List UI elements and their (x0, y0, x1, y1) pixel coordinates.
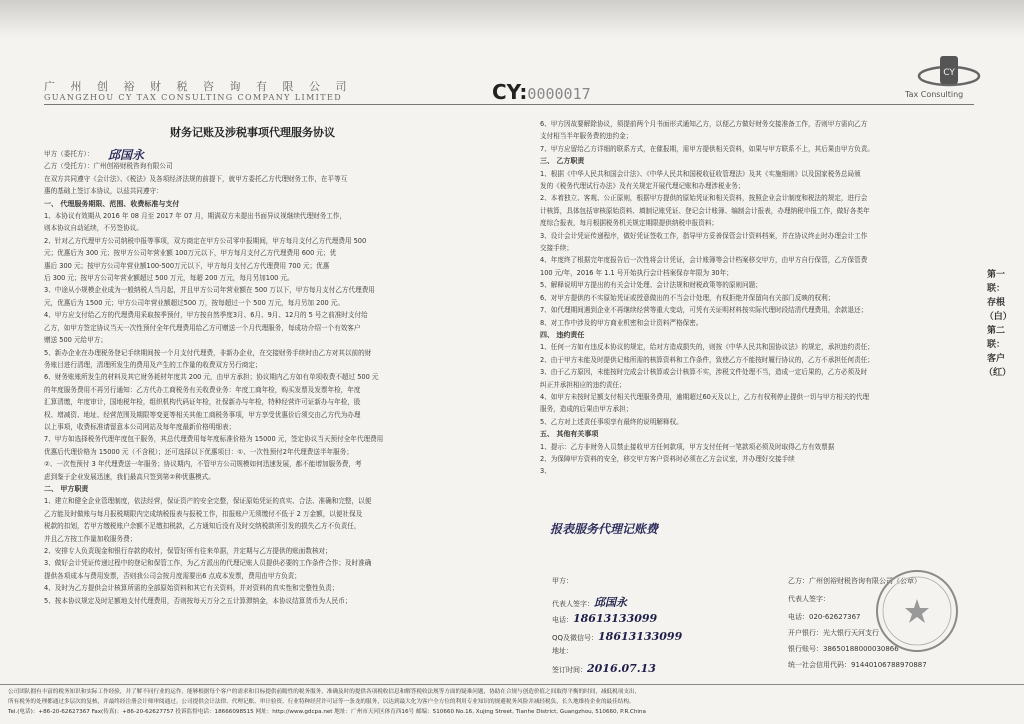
party-b-label: 乙方：广州创裕财税咨询有限公司（公章） (788, 577, 921, 585)
left-line: 乙方能及时做账与每月报税期限内完成纳税报表与报税工作，扣报账户无须缴付不低于 2 万金额，以便社保及 (44, 509, 363, 518)
right-line: 计核算，具体包括审核原始资料、填制记账凭证、登记会计账簿、编制会计报表，办理纳税申报工作，做好各类年 (540, 206, 870, 215)
left-line: 则本协议自动延续，不另签协议。 (44, 224, 143, 233)
left-line: 的年度服务费用不再另行通知：乙方代办工商税务有关收费业务：年度工商年检，购买发票及发票年检，年度 (44, 385, 361, 394)
left-line: 赠送 500 元给甲方； (44, 336, 107, 345)
left-line: 税款的扣划，若甲方缴税账户余额不足缴扣税款，乙方通知后没有及时交纳税款所引发的损失乙方不负责任， (44, 522, 361, 531)
header-divider (44, 104, 974, 105)
left-line: 乙方，如甲方签定协议当天一次性预付全年代理费用给乙方可赠送一个月代理服务，每成功介绍一个有效客户 (44, 323, 361, 332)
left-line: 惠的基础上签订本协议，以兹共同遵守： (44, 187, 163, 196)
copy-label: 第一联：存根（白）第二联：客户（红） (984, 270, 1012, 378)
left-line: 7、甲方如选择税务代理年度包干服务，其总代理费用每年度标准价格为 15000 元，签定协议当天预付全年代理费用 (44, 435, 384, 444)
right-line: 4、如甲方未按时足额支付相关代理服务费用，逾期超过60天及以上，乙方有权利停止提供一切与甲方相关的代理 (540, 392, 870, 401)
left-line: 提供各项成本与费用发票，否则我公司会按月度需要出6 点成本发票，费用由甲方负责； (44, 571, 301, 580)
right-line: 4、年度终了根据完年度报告后一次性将会计凭证，会计账簿等会计档案移交甲方，由甲方自行保管，乙方保管费 (540, 256, 868, 265)
right-line: 6、对甲方提供的不实原始凭证或授意做出的不当会计处理，有权拒绝并保留向有关部门反映的权利； (540, 293, 835, 302)
left-line: 3、中途从小规模企业成为一般纳税人当月起，并且甲方公司年营业额在 500 万以下，甲方每月支付乙方代理费用 (44, 286, 375, 295)
party-a-handwritten: 邱国永 (108, 148, 145, 162)
left-line: 在双方共同遵守《会计法》、《税法》及各项经济法规的前提下，就甲方委托乙方代理财务工作，在平等互 (44, 174, 348, 183)
right-line: 1、根据《中华人民共和国会计法》、《中华人民共和国税收征收管理法》及其《实施细则》以及国家税务总局颁 (540, 169, 861, 178)
footer-line-2: 所有税务的处理都通过多层次的复核，并最终经注册会计师审阅通过。公司提供会计法律、代理记账、审计验资、行业特种经营许可证等一条龙的服务，以达到最大化为客户全方位的利用专业知识的规避税务风险并减轻税负，长久地维持企业的最佳结构。 (8, 699, 635, 705)
right-line: 6、甲方因故要解除协议，须提前两个月书面形式通知乙方，以便乙方做好财务交接准备工作，否则甲方需向乙方 (540, 120, 868, 128)
right-line: 支付相当半年服务费的违约金； (540, 132, 633, 141)
contract-number-value: 0000017 (527, 85, 591, 103)
left-line: 优惠后代理价格为 15000 元（不含税）；还可选择以下优惠项目：①、一次性预付2年代理费送半年服务； (44, 447, 353, 456)
left-line: 2、针对乙方代理甲方公司纳税申报等事项，双方商定在甲方公司零申报期间，甲方每月支付乙方代理费用 500 (44, 236, 367, 245)
company-name-cn: 广 州 创 裕 财 税 咨 询 有 限 公 司 (44, 80, 353, 93)
right-line: 交接手续； (540, 244, 573, 253)
left-line: 权、增减资、地址、经营范围及期限等变更等相关其他工商税务事项，甲方享受优惠价后须交由乙方代为办理 (44, 410, 361, 419)
left-line: 6、财务账账所发生的材料及其它财务耗材年度共 200 元，由甲方承担；协议期内乙方如有单项收费不超过 500 元 (44, 373, 379, 382)
left-line: 并且乙方按工作量加收服务费； (44, 534, 137, 543)
left-line: 1、建立和健全企业管理制度，依法经营，保证资产的安全完整，保证原始凭证的真实、合法、准确和完整，以便 (44, 497, 372, 506)
left-column (44, 148, 490, 607)
document-title: 财务记账及涉税事项代理服务协议 (170, 126, 335, 139)
left-line: 一、 代理服务期限、范围、收费标准与支付 (44, 199, 180, 208)
right-line: 1、提示：乙方非财务人员禁止接收甲方任何款项，甲方支付任何一笔款项必须及时取得乙方有效票据 (540, 442, 835, 451)
contract-number: CY:0000017 (492, 80, 591, 104)
right-line: 纠正并承担相应的违约责任； (540, 380, 626, 389)
right-line: 五、 其他有关事项 (540, 430, 599, 439)
party-b-bank: 开户银行：光大银行天河支行 (788, 629, 879, 637)
party-a-date: 签订时间：2016.07.13 (552, 662, 656, 675)
left-line: ②、一次性预付 3 年代理费送一年服务；协议期内，不管甲方公司规模如何迅速发展，都不能增加服务费，考 (44, 460, 362, 469)
svg-text:CY: CY (943, 68, 955, 78)
party-a-label: 甲方： (552, 577, 573, 585)
logo-tagline: Tax Consulting (905, 90, 964, 99)
right-line: 1、任何一方如有违反本协议的规定，给对方造成损失的，则按《中华人民共和国协议法》的规定，承担违约责任； (540, 343, 874, 352)
right-line: 5、解释说明甲方提出的有关会计处理、会计法规和财税政策等的原则问题； (540, 281, 762, 290)
left-line: 元，优惠后为 1500 元；甲方公司年营业额超过500 万，按每超过一个 500 万元，每月另加 200 元。 (44, 298, 344, 307)
left-line: 务账目进行清理，清理所发生的费用及产生的工作量的收费双方另行商定； (44, 360, 262, 369)
right-column (540, 118, 972, 478)
right-line: 2、为保障甲方资料的安全，移交甲方客户资料时必须在乙方会议室，并办理好交接手续 (540, 454, 795, 463)
party-b-tel: 电话：020-62627367 (788, 613, 861, 621)
right-line: 度综合报表，每月根据税务机关规定期限提供纳税申报资料； (540, 219, 719, 228)
right-line: 2、本着独立、客观、公正原则，根据甲方提供的原始凭证和相关资料，按照企业会计制度和税法的规定，进行会 (540, 194, 868, 203)
left-line: 元；优惠后为 300 元；按甲方公司年营业额 100万元以下，甲方每月支付乙方代理费用 600 元；优 (44, 249, 337, 258)
right-line: 发的《税务代理试行办法》及有关规定开展代理记账和办理涉税业务； (540, 182, 745, 191)
company-seal-icon (872, 566, 962, 656)
right-line: 服务，造成的后果由甲方承担； (540, 405, 633, 414)
extra-item-handwritten: 报表服务代理记账费 (550, 522, 659, 536)
left-line: 5、新办企业在办理税务登记手续期间按一个月支付代理费，非新办企业，在交接财务手续时由乙方对其以前的财 (44, 348, 372, 357)
left-line: 3、做好会计凭证传递过程中的登记和保管工作，为乙方派出的代理记账人员提供必要的工作条件合作；及时准确 (44, 559, 372, 568)
company-name-en: GUANGZHOU CY TAX CONSULTING COMPANY LIMITED (44, 93, 343, 102)
left-line: 后 300 元；按甲方公司年营业额超过 500 万元，每超 200 万元，每月另加100 元。 (44, 274, 294, 283)
left-line: 4、及时为乙方提供会计核算所需的全部原始资料和其它有关资料，并对资料的真实性和完整性负责； (44, 584, 339, 593)
party-a-qq: QQ及微信号：18613133099 (552, 630, 683, 643)
left-line: 惠后 300 元；按甲方公司年营业额100-500万元以下，甲方每月支付乙方代理费用 700 元；优惠 (44, 261, 330, 270)
party-a-address: 地址： (552, 647, 573, 655)
right-line: 5、乙方对上述责任事项享有最终的说明解释权。 (540, 417, 683, 426)
footer (0, 684, 1024, 724)
right-line: 100 元/年，2016 年 1.1 号开始执行会计档案保存年限为 30年； (540, 268, 733, 277)
party-a-signature: 邱国永 (594, 596, 627, 609)
party-a-rep: 代表人签字：邱国永 (552, 596, 627, 609)
left-line: 汇算清缴，年度审计，国地税年检，组织机构代码证年检，社保新办与年检，特种经营许可证新办与年检，股 (44, 398, 361, 407)
left-line: 虑到鉴于企业发展迅速，我们最高只签到第②种优惠模式。 (44, 472, 215, 481)
left-line: 2、安排专人负责现金和银行存款的收付，保管好所有往来单据，并定期与乙方提供的账面数核对； (44, 547, 332, 555)
right-line: 7、如代理期间遇到企业不再继续经营等重大变动，可凭有关证明材料按实际代理时段结清代理费用，余款退还； (540, 306, 868, 315)
party-b-rep: 代表人签字： (788, 595, 830, 603)
right-line: 3、由于乙方原因，未能按时完成会计核算或会计核算不实，涉税文件处理不当，造成一定后果的，乙方必须及时 (540, 368, 868, 377)
footer-line-1: 公司团队拥有丰富的税务知识和实际工作经验，并了解不同行业的运作，能够根据每个客户的需求和目标提供前瞻性的税务服务，准确及时的提供各项税收信息和解答税收法规等方面的疑难问题，协助在合规与创造价值之间取得平衡的时间，减低税项支出， (8, 689, 641, 695)
party-b-credit-code: 统一社会信用代码：91440106788970887 (788, 661, 927, 669)
left-line: 乙方（受托方）：广州创裕财税咨询有限公司 (44, 162, 173, 171)
right-line: 3、 (540, 467, 551, 476)
party-a-tel: 电话：18613133099 (552, 612, 658, 625)
right-line: 8、对工作中涉及的甲方商业机密和会计资料严格保密。 (540, 318, 703, 327)
left-line: 二、 甲方职责 (44, 484, 89, 493)
scan-top-band (0, 0, 1024, 38)
right-line: 四、 违约责任 (540, 330, 585, 339)
footer-contact: Tel.(电话)：+86-20-62627367 Fax(传真)：+86-20-62627757 投诉监督电话：18666098515 网址：http://www.gdcpa.net 地址：广州市天河区体育西16号 邮编：510660 No.16, Xujing Street, Tianhe District, Guangzhou, 510660, P.R.China (8, 709, 646, 715)
left-line: 5、按本协议规定及时足额地支付代理费用，否则按每天万分之五计算滞纳金，本协议结算货币为人民币； (44, 596, 352, 605)
right-line: 2、由于甲方未能及时提供记账所需的核算资料和工作条件，致使乙方不能按时履行协议的，乙方不承担任何责任； (540, 355, 874, 364)
right-line: 3、设计会计凭证传递程序，做好凭证签收工作，指导甲方妥善保管会计资料档案，并在协议终止时办理会计工作 (540, 231, 868, 240)
right-line: 三、 乙方职责 (540, 157, 585, 166)
party-b-account: 银行账号：38650188000030866 (788, 645, 899, 653)
left-line: 以上事项，收费标准请留意本公司网站及每年度最新价格明细表； (44, 422, 236, 431)
left-line: 4、甲方应支付给乙方的代理费用采取按季预付，甲方按自然季度3月、6月、9月、12月的 5 号之前准时支付给 (44, 311, 368, 320)
right-line: 7、甲方应留给乙方详细的联系方式，在催报期，需甲方提供相关资料，如果与甲方联系不上，其后果由甲方负责。 (540, 144, 874, 153)
left-line: 1、本协议有效期从 2016 年 08 月至 2017 年 07 月，期满双方未提出书面异议视继续代理财务工作， (44, 212, 347, 221)
left-line: 甲方（委托方）： (44, 150, 94, 158)
